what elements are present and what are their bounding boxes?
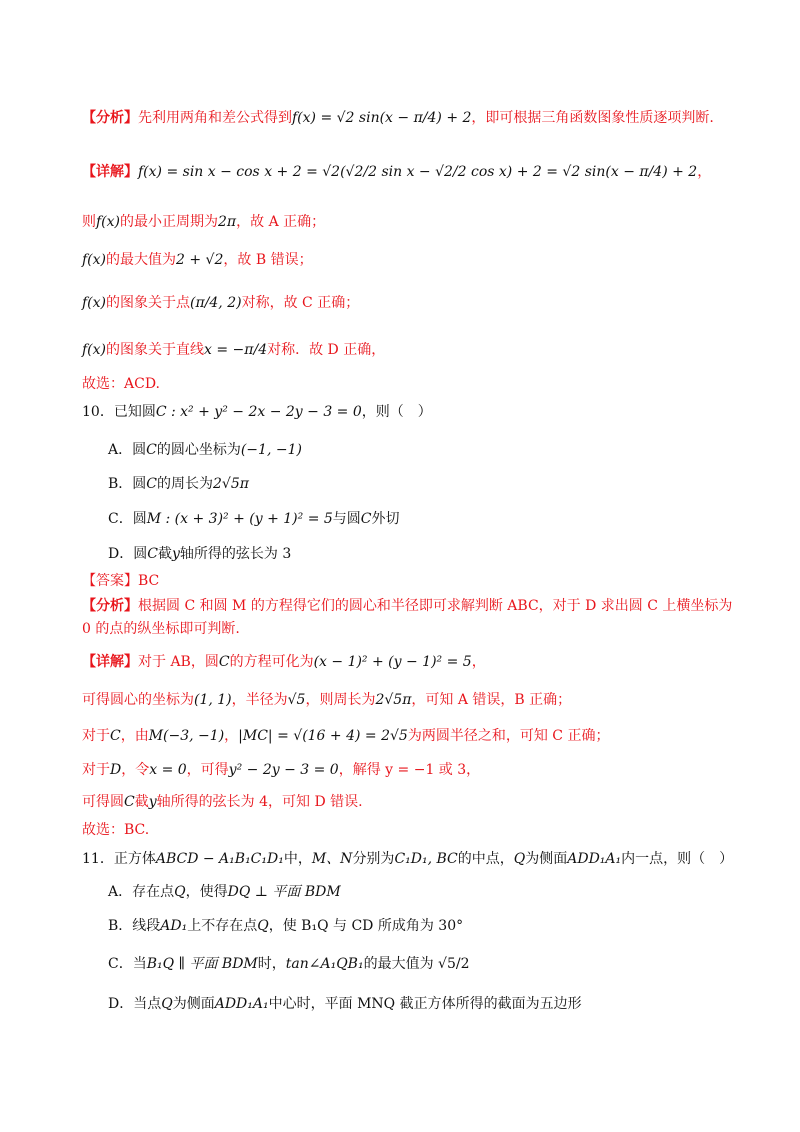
q10-stem-post: ，则（ ） <box>361 404 432 420</box>
q11-option-a-text: ，使得 <box>185 884 228 900</box>
q11-option-b <box>108 916 740 936</box>
q11-option-d-post: 中心时，平面 MNQ 截正方体所得的截面为五边形 <box>268 996 582 1012</box>
q10-detail-line-2 <box>82 690 740 710</box>
q9-line-d <box>82 340 740 360</box>
q10-detail-4-math3: y² − 2y − 3 = 0 <box>228 762 339 778</box>
q11-stem-mid2: 分别为 <box>352 851 395 867</box>
q10-detail-4-post2: ，解得 y = −1 或 3， <box>338 762 481 778</box>
q9-line-a-math2: 2π <box>218 214 237 230</box>
q9-line-a-pre: 则 <box>82 214 96 230</box>
q10-option-a <box>108 440 740 460</box>
q10-option-c-text: 与圆 <box>332 511 361 527</box>
q10-detail-1-math2: (x − 1)² + (y − 1)² = 5 <box>313 654 472 670</box>
q11-stem-pre: 11．正方体 <box>82 851 156 867</box>
q10-detail-2-math3: 2√5π <box>375 692 412 708</box>
q10-detail-line-5 <box>82 792 740 812</box>
q10-analysis-text: 根据圆 C 和圆 M 的方程得它们的圆心和半径即可求解判断 ABC，对于 D 求出圆 C 上横坐标为 0 的点的纵坐标即可判断. <box>82 598 733 637</box>
q9-line-c-math2: (π/4, 2) <box>190 295 242 311</box>
q10-option-b-math2: 2√5π <box>213 476 249 492</box>
q10-detail-3-pre: 对于 <box>82 728 110 744</box>
q9-analysis-rest: ，即可根据三角函数图象性质逐项判断. <box>471 110 714 126</box>
q9-line-c-math: f(x) <box>82 295 107 311</box>
q11-stem-math3: C₁D₁, BC <box>394 851 458 867</box>
q10-detail-2-pre: 可得圆心的坐标为 <box>82 692 194 708</box>
q9-line-c-post: 对称，故 C 正确； <box>241 295 360 311</box>
q10-detail-2-math: (1, 1) <box>194 692 232 708</box>
q9-analysis-formula: f(x) = √2 sin(x − π/4) + 2 <box>292 110 472 126</box>
q10-option-c-math2: C <box>360 511 372 527</box>
q10-detail-line-1 <box>82 652 740 672</box>
q11-option-a-math: Q <box>174 884 186 900</box>
q10-analysis <box>82 595 740 641</box>
q9-line-c-mid: 的图象关于点 <box>106 295 191 311</box>
q11-stem-math4: Q <box>513 851 526 867</box>
q10-detail-3-math3: |MC| = √(16 + 4) = 2√5 <box>238 728 408 744</box>
q11-stem-post: 内一点，则（ ） <box>621 851 734 867</box>
q9-line-d-math2: x = −π/4 <box>204 342 268 358</box>
q11-option-c-math: B₁Q ∥ 平面 BDM <box>146 956 258 972</box>
q10-option-c-math: M : (x + 3)² + (y + 1)² = 5 <box>146 511 333 527</box>
q10-detail-1-pre: 对于 AB，圆 <box>138 654 219 670</box>
q9-line-b-mid: 的最大值为 <box>106 252 177 268</box>
q10-option-d-math2: y <box>171 546 180 562</box>
q11-option-a-label: A．存在点 <box>108 884 175 900</box>
q11-option-a <box>108 882 740 902</box>
q10-option-b-math: C <box>146 476 158 492</box>
q11-option-b-label: B．线段 <box>108 918 161 934</box>
q10-option-d-text: 截 <box>157 546 172 562</box>
q10-option-c <box>108 509 740 529</box>
q9-line-a-math: f(x) <box>96 214 121 230</box>
q9-line-d-post: 对称．故 D 正确， <box>267 342 386 358</box>
q11-stem-math5: ADD₁A₁ <box>567 851 622 867</box>
q9-line-d-mid: 的图象关于直线 <box>106 342 205 358</box>
q9-detail-formula: f(x) = sin x − cos x + 2 = √2(√2/2 sin x − √2/2 cos x) + 2 = √2 sin(x − π/4) + 2 <box>138 164 698 180</box>
q9-detail-tag: 【详解】 <box>82 164 138 180</box>
q11-stem-math: ABCD − A₁B₁C₁D₁ <box>155 851 284 867</box>
q9-line-b <box>82 250 740 270</box>
q10-stem <box>82 402 740 422</box>
q11-option-c-text: 时， <box>257 956 286 972</box>
q10-detail-4-math: D <box>110 762 122 778</box>
q10-detail-5-post: 轴所得的弦长为 4，可知 D 错误. <box>156 794 363 810</box>
q10-option-d-post: 轴所得的弦长为 3 <box>179 546 292 562</box>
q10-option-a-math: C <box>146 442 157 458</box>
q10-analysis-tag: 【分析】 <box>82 598 138 614</box>
q9-analysis-text: 先利用两角和差公式得到 <box>138 110 292 126</box>
q11-stem-math2: M、N <box>311 851 353 867</box>
q10-detail-3-math: C <box>110 728 121 744</box>
q11-option-c-post: 的最大值为 √5/2 <box>363 956 470 972</box>
q10-option-c-label: C．圆 <box>108 511 147 527</box>
q11-stem-mid4: 为侧面 <box>525 851 568 867</box>
q11-option-a-math2: DQ ⊥ 平面 BDM <box>227 884 341 900</box>
q10-detail-3-post: ， <box>224 728 239 744</box>
q10-detail-2-math2: √5 <box>287 692 306 708</box>
q10-choice: 故选：BC. <box>82 822 150 838</box>
q11-option-d-math2: ADD₁A₁ <box>214 996 269 1012</box>
q10-stem-pre: 10．已知圆 <box>82 404 156 420</box>
q10-detail-tag: 【详解】 <box>82 654 138 670</box>
q10-detail-3-math2: M(−3, −1) <box>148 728 225 744</box>
q10-option-a-label: A．圆 <box>108 442 147 458</box>
q11-option-d-math: Q <box>161 996 173 1012</box>
q10-detail-line-3 <box>82 726 740 746</box>
q10-detail-5-mid: 截 <box>134 794 149 810</box>
q10-detail-4-math2: x = 0 <box>149 762 187 778</box>
q10-detail-1-mid: 的方程可化为 <box>229 654 314 670</box>
q9-line-b-math: f(x) <box>82 252 107 268</box>
q9-line-b-math2: 2 + √2 <box>176 252 224 268</box>
q9-line-c <box>82 293 740 313</box>
q11-option-d <box>108 994 740 1014</box>
q11-option-b-post: ，使 B₁Q 与 CD 所成角为 30° <box>268 918 464 934</box>
q10-detail-4-post: ，可得 <box>186 762 229 778</box>
q11-option-d-text: 为侧面 <box>172 996 215 1012</box>
q10-option-b-label: B．圆 <box>108 476 147 492</box>
q9-line-d-math: f(x) <box>82 342 107 358</box>
q9-detail-end: ， <box>697 164 712 180</box>
q11-option-c-math2: tan∠A₁QB₁ <box>285 956 364 972</box>
q9-line-a-post: ，故 A 正确； <box>236 214 326 230</box>
q10-detail-4-mid: ，令 <box>121 762 150 778</box>
q10-detail-2-post2: ，可知 A 错误，B 正确； <box>411 692 572 708</box>
q10-detail-2-mid: ，半径为 <box>231 692 288 708</box>
q11-option-c <box>108 954 740 974</box>
q11-option-c-label: C．当 <box>108 956 147 972</box>
q10-detail-4-pre: 对于 <box>82 762 110 778</box>
q11-option-b-text: 上不存在点 <box>187 918 258 934</box>
q10-option-a-text: 的圆心坐标为 <box>156 442 241 458</box>
q10-detail-5-math: C <box>124 794 135 810</box>
q10-answer: 【答案】BC <box>82 573 160 589</box>
q9-analysis-line <box>82 108 740 128</box>
q10-option-b-text: 的周长为 <box>157 476 214 492</box>
q9-choice: 故选：ACD. <box>82 376 160 392</box>
q10-option-d-math: C <box>147 546 158 562</box>
q10-option-d-label: D．圆 <box>108 546 148 562</box>
q10-detail-1-math: C <box>218 654 230 670</box>
q9-line-a-mid: 的最小正周期为 <box>120 214 219 230</box>
q10-option-c-post: 外切 <box>371 511 400 527</box>
q10-detail-1-post: ， <box>471 654 486 670</box>
q10-detail-3-post2: 为两圆半径之和，可知 C 正确； <box>407 728 610 744</box>
q9-line-b-post: ，故 B 错误； <box>223 252 313 268</box>
q10-detail-3-mid: ，由 <box>120 728 149 744</box>
q10-stem-math: C : x² + y² − 2x − 2y − 3 = 0 <box>155 404 362 420</box>
q10-option-b <box>108 474 740 494</box>
q9-detail-line <box>82 162 740 182</box>
q10-detail-5-pre: 可得圆 <box>82 794 124 810</box>
q11-stem-mid: 中， <box>283 851 312 867</box>
q11-stem <box>82 849 740 869</box>
q9-line-a <box>82 212 740 232</box>
q10-detail-line-4 <box>82 760 740 780</box>
q10-detail-5-math2: y <box>148 794 157 810</box>
q11-stem-mid3: 的中点， <box>457 851 514 867</box>
q11-option-d-label: D．当点 <box>108 996 162 1012</box>
q10-detail-2-post: ，则周长为 <box>305 692 376 708</box>
q11-option-b-math2: Q <box>257 918 269 934</box>
q10-option-a-math2: (−1, −1) <box>240 442 302 458</box>
q9-analysis-tag: 【分析】 <box>82 110 138 126</box>
q11-option-b-math: AD₁ <box>160 918 188 934</box>
q10-option-d <box>108 544 740 564</box>
